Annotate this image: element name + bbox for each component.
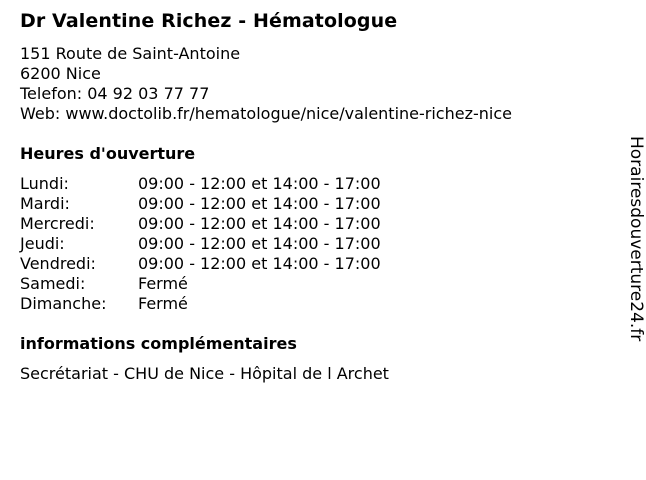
- info-text: Secrétariat - CHU de Nice - Hôpital de l Archet: [20, 364, 389, 383]
- hours-heading: Heures d'ouverture: [20, 144, 196, 163]
- hours-row-monday: [20, 174, 381, 194]
- time-value: Fermé: [138, 274, 188, 293]
- day-label: Lundi:: [20, 174, 69, 193]
- info-heading: informations complémentaires: [20, 334, 297, 353]
- time-value: 09:00 - 12:00 et 14:00 - 17:00: [138, 214, 381, 233]
- day-label: Mercredi:: [20, 214, 95, 233]
- opening-hours-table: [20, 174, 381, 314]
- time-value: 09:00 - 12:00 et 14:00 - 17:00: [138, 194, 381, 213]
- side-brand-watermark: Horairesdouverture24.fr: [626, 136, 646, 342]
- website-link[interactable]: Web: www.doctolib.fr/hematologue/nice/valentine-richez-nice: [20, 104, 512, 123]
- day-label: Jeudi:: [20, 234, 65, 253]
- time-value: 09:00 - 12:00 et 14:00 - 17:00: [138, 174, 381, 193]
- day-label: Mardi:: [20, 194, 70, 213]
- hours-row-sunday: [20, 294, 381, 314]
- time-value: 09:00 - 12:00 et 14:00 - 17:00: [138, 254, 381, 273]
- street-address: 151 Route de Saint-Antoine: [20, 44, 241, 63]
- time-value: 09:00 - 12:00 et 14:00 - 17:00: [138, 234, 381, 253]
- day-label: Samedi:: [20, 274, 86, 293]
- hours-row-saturday: [20, 274, 381, 294]
- day-label: Vendredi:: [20, 254, 96, 273]
- time-value: Fermé: [138, 294, 188, 313]
- hours-row-tuesday: [20, 194, 381, 214]
- hours-row-wednesday: [20, 214, 381, 234]
- page-title: Dr Valentine Richez - Hématologue: [20, 10, 398, 32]
- address-block: [20, 44, 512, 124]
- phone-number: Telefon: 04 92 03 77 77: [20, 84, 210, 103]
- city-address: 6200 Nice: [20, 64, 101, 83]
- hours-row-friday: [20, 254, 381, 274]
- hours-row-thursday: [20, 234, 381, 254]
- day-label: Dimanche:: [20, 294, 107, 313]
